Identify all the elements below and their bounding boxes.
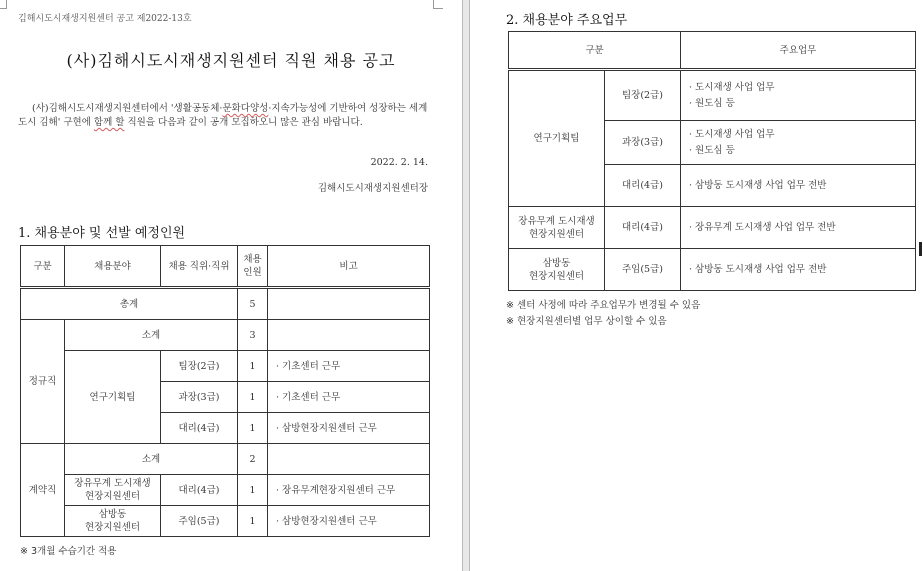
field-cell: 장유무계 도시재생 현장지원센터 <box>509 207 605 249</box>
header-category: 구분 <box>509 32 681 70</box>
doc-number: 김해시도시재생지원센터 공고 제2022-13호 <box>18 14 192 24</box>
duties-cell <box>681 207 916 249</box>
count-cell: 1 <box>238 413 268 444</box>
research-team-label: 연구기획팀 <box>509 70 605 207</box>
count-cell: 1 <box>238 475 268 506</box>
duties-cell <box>681 249 916 291</box>
duties-cell <box>681 121 916 165</box>
section-2-title: 2. 채용분야 주요업무 <box>506 13 628 28</box>
duty-item: · 도시재생 사업 업무 <box>689 129 775 140</box>
text-cursor <box>919 242 922 256</box>
position-cell: 대리(4급) <box>605 207 681 249</box>
note-cell: · 삼방현장지원센터 근무 <box>268 413 430 444</box>
duties-cell <box>681 165 916 207</box>
position-cell: 주임(5급) <box>605 249 681 291</box>
header-note: 비고 <box>268 246 430 288</box>
position-cell: 과장(3급) <box>605 121 681 165</box>
field-cell: 삼방동 현장지원센터 <box>65 506 161 537</box>
note-cell: · 삼방현장지원센터 근무 <box>268 506 430 537</box>
header-field: 채용분야 <box>65 246 161 288</box>
crop-mark <box>6 0 7 8</box>
regular-subtotal-count: 3 <box>238 320 268 351</box>
intro-text: (사)김해시도시재생지원센터에서 '생활공동체· <box>32 103 223 114</box>
contract-subtotal-note <box>268 444 430 475</box>
crop-mark <box>0 8 7 9</box>
position-cell: 과장(3급) <box>161 382 238 413</box>
crop-mark <box>433 8 443 9</box>
regular-subtotal-label: 소계 <box>65 320 238 351</box>
intro-paragraph <box>18 102 430 130</box>
intro-highlight: 문화다양성 <box>222 103 269 114</box>
intro-text: ·지속가능성에 기반하여 성장하는 세계도시 김해' 구현에 <box>18 103 428 128</box>
duties-cell <box>681 70 916 121</box>
position-cell: 팀장(2급) <box>605 70 681 121</box>
count-cell: 1 <box>238 382 268 413</box>
page-gutter <box>462 0 470 571</box>
intro-highlight: 함께 할 <box>93 117 125 128</box>
position-cell: 주임(5급) <box>161 506 238 537</box>
duty-item: · 장유무계 도시재생 사업 업무 전반 <box>689 222 836 233</box>
recruitment-table <box>20 245 430 537</box>
contract-subtotal-count: 2 <box>238 444 268 475</box>
duty-item: · 원도심 등 <box>689 98 735 109</box>
field-cell: 삼방동 현장지원센터 <box>509 249 605 291</box>
section-1-title: 1. 채용분야 및 선발 예정인원 <box>18 226 186 241</box>
announcement-date: 2022. 2. 14. <box>370 157 428 168</box>
signer: 김해시도시재생지원센터장 <box>317 183 428 194</box>
header-position: 채용 직위·직위 <box>161 246 238 288</box>
position-cell: 대리(4급) <box>161 413 238 444</box>
count-cell: 1 <box>238 506 268 537</box>
footnote: ※ 3개월 수습기간 적용 <box>20 546 117 557</box>
position-cell: 대리(4급) <box>161 475 238 506</box>
note-item: ※ 현장지원센터별 업무 상이할 수 있음 <box>506 316 667 327</box>
header-category: 구분 <box>21 246 65 288</box>
intro-text: 직원을 다음과 같이 공개 모집하오니 많은 관심 바랍니다. <box>124 117 363 128</box>
regular-field: 연구기획팀 <box>65 351 161 444</box>
regular-label: 정규직 <box>21 320 65 444</box>
header-duties: 주요업무 <box>681 32 916 70</box>
field-cell: 장유무계 도시재생 현장지원센터 <box>65 475 161 506</box>
duty-item: · 삼방동 도시재생 사업 업무 전반 <box>689 264 827 275</box>
count-cell: 1 <box>238 351 268 382</box>
page-title: (사)김해시도시재생지원센터 직원 채용 공고 <box>66 51 396 70</box>
duty-item: · 도시재생 사업 업무 <box>689 82 775 93</box>
total-note <box>268 288 430 320</box>
header-count: 채용 인원 <box>238 246 268 288</box>
note-cell: · 장유무계현장지원센터 근무 <box>268 475 430 506</box>
regular-subtotal-note <box>268 320 430 351</box>
contract-label: 계약직 <box>21 444 65 537</box>
position-cell: 대리(4급) <box>605 165 681 207</box>
document-page-right <box>470 0 923 571</box>
total-count: 5 <box>238 288 268 320</box>
duties-table <box>508 31 916 291</box>
crop-mark <box>433 0 434 8</box>
duty-item: · 삼방동 도시재생 사업 업무 전반 <box>689 180 827 191</box>
contract-subtotal-label: 소계 <box>65 444 238 475</box>
note-item: ※ 센터 사정에 따라 주요업무가 변경될 수 있음 <box>506 300 701 311</box>
total-label: 총계 <box>21 288 238 320</box>
position-cell: 팀장(2급) <box>161 351 238 382</box>
note-cell: · 기초센터 근무 <box>268 382 430 413</box>
duty-item: · 원도심 등 <box>689 145 735 156</box>
note-cell: · 기초센터 근무 <box>268 351 430 382</box>
